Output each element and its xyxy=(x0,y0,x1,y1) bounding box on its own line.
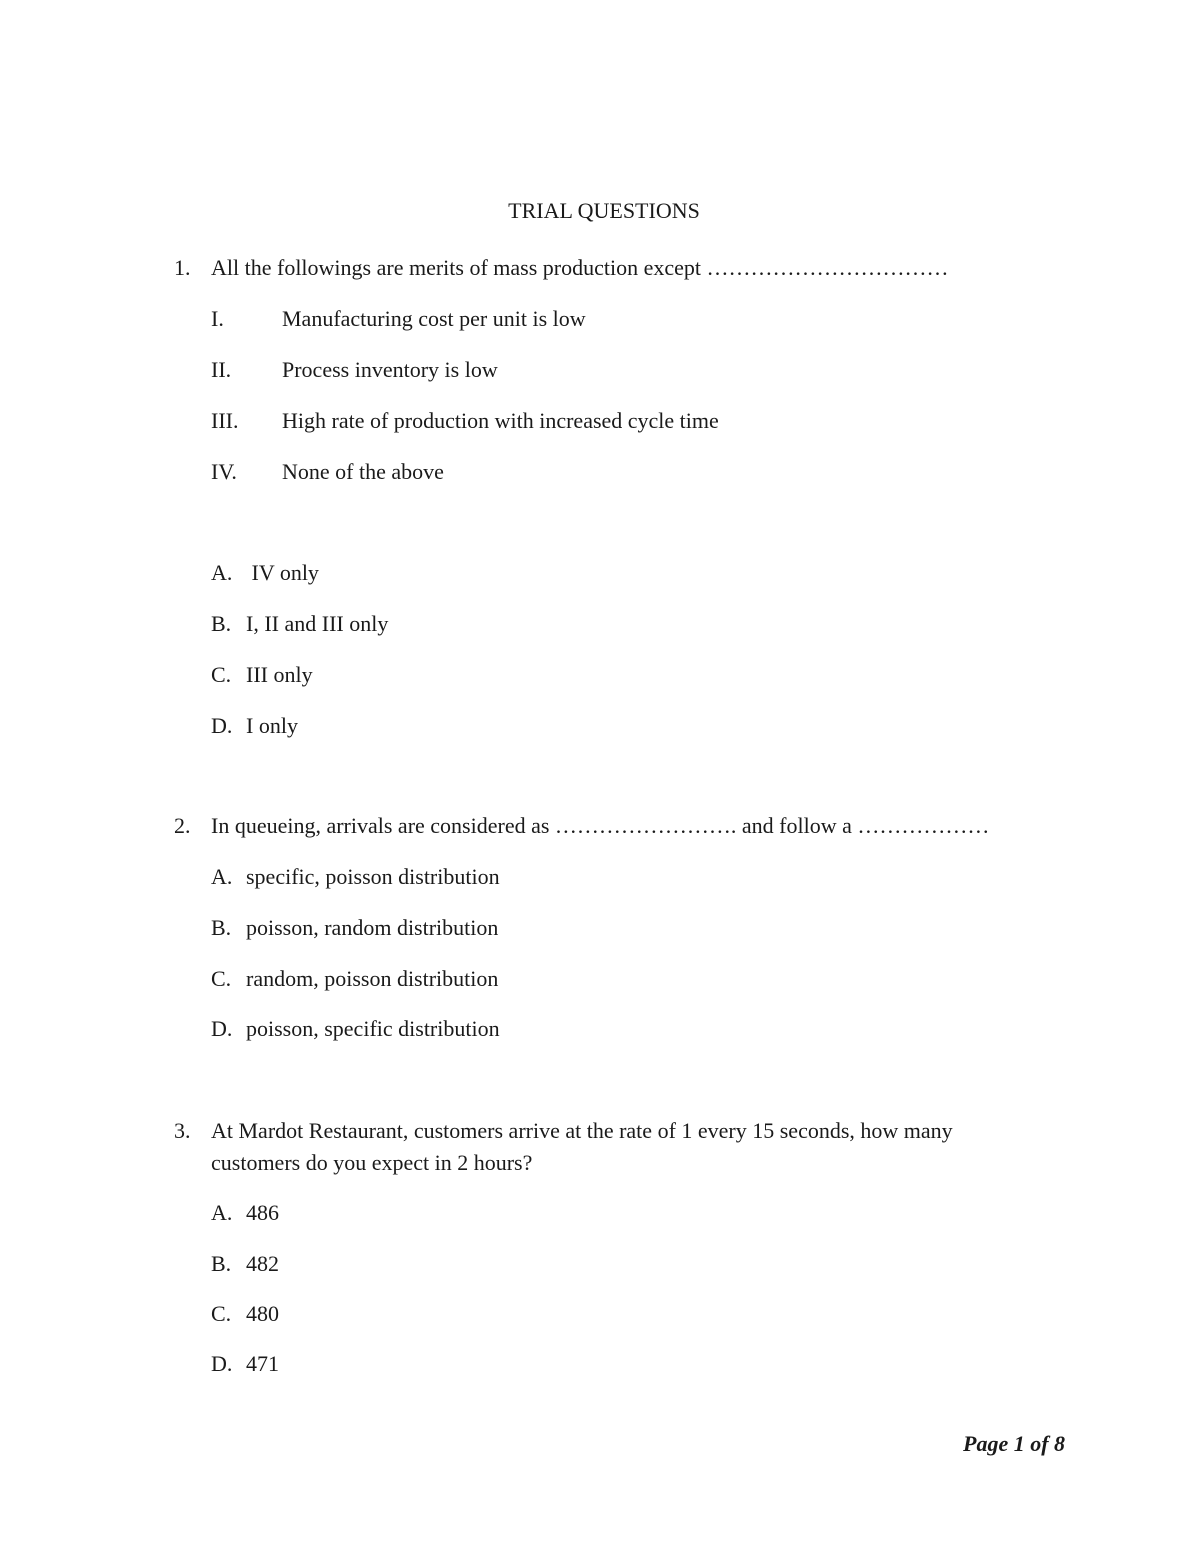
option-letter: D. xyxy=(211,1351,233,1376)
question-text-line-1: At Mardot Restaurant, customers arrive at the rate of 1 every 15 seconds, how many xyxy=(211,1118,953,1143)
page-number-footer: Page 1 of 8 xyxy=(963,1431,1066,1456)
option-text: specific, poisson distribution xyxy=(246,864,500,889)
question-number: 2. xyxy=(174,813,191,838)
statement-text: Manufacturing cost per unit is low xyxy=(282,306,586,331)
option-letter: A. xyxy=(211,1200,233,1225)
question-number: 1. xyxy=(174,255,191,280)
statement-numeral: II. xyxy=(211,357,232,382)
option-letter: B. xyxy=(211,915,232,940)
statement-numeral: IV. xyxy=(211,459,237,484)
statement-text: Process inventory is low xyxy=(282,357,498,382)
option-text: I only xyxy=(246,713,298,738)
option-text: III only xyxy=(246,662,313,687)
option-text: poisson, specific distribution xyxy=(246,1016,500,1041)
option-letter: C. xyxy=(211,1301,232,1326)
statement-numeral: III. xyxy=(211,408,239,433)
option-letter: C. xyxy=(211,662,232,687)
statement-text: High rate of production with increased cycle time xyxy=(282,408,719,433)
option-letter: A. xyxy=(211,560,233,585)
option-letter: B. xyxy=(211,1251,232,1276)
option-letter: A. xyxy=(211,864,233,889)
option-text: 486 xyxy=(246,1200,279,1225)
question-text: All the followings are merits of mass production except …………………………… xyxy=(211,255,949,280)
option-text: 480 xyxy=(246,1301,279,1326)
question-number: 3. xyxy=(174,1118,191,1143)
statement-numeral: I. xyxy=(211,306,224,331)
page-title: TRIAL QUESTIONS xyxy=(508,198,700,223)
option-text: I, II and III only xyxy=(246,611,389,636)
statement-text: None of the above xyxy=(282,459,444,484)
question-text-line-2: customers do you expect in 2 hours? xyxy=(211,1150,533,1175)
option-text: IV only xyxy=(246,560,319,585)
option-text: random, poisson distribution xyxy=(246,966,499,991)
question-text: In queueing, arrivals are considered as ……………………. and follow a ……………… xyxy=(211,813,990,838)
option-text: poisson, random distribution xyxy=(246,915,499,940)
option-letter: D. xyxy=(211,713,233,738)
option-letter: C. xyxy=(211,966,232,991)
option-text: 482 xyxy=(246,1251,279,1276)
option-letter: D. xyxy=(211,1016,233,1041)
option-text: 471 xyxy=(246,1351,279,1376)
option-letter: B. xyxy=(211,611,232,636)
